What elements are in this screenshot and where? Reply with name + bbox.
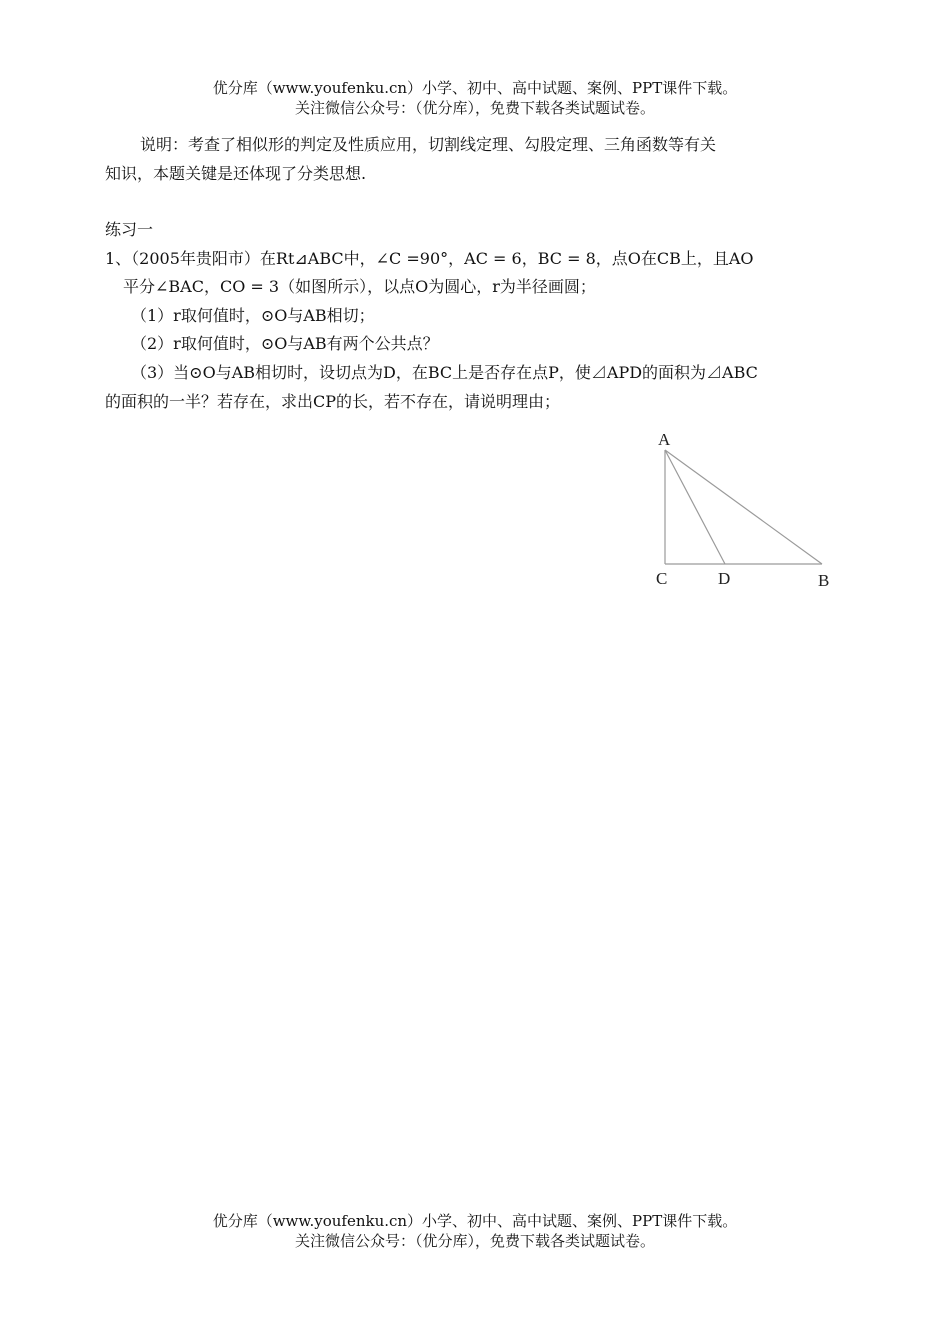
label-d: D: [718, 569, 731, 588]
segment-ab: [665, 450, 822, 564]
footer-line-1: 优分库（www.youfenku.cn）小学、初中、高中试题、案例、PPT课件下载。: [212, 1212, 738, 1230]
header-line-2: 关注微信公众号：（优分库），免费下载各类试题试卷。: [294, 99, 655, 117]
question-1-line-1: 1、（2005年贵阳市）在Rt⊿ABC中，∠C =90°，AC = 6，BC = 8，点O在CB上，且AO: [105, 249, 754, 268]
sub-question-2: （2）r取何值时，⊙O与AB有两个公共点？: [131, 334, 439, 353]
label-b: B: [818, 571, 830, 590]
segment-ad: [665, 450, 725, 564]
label-c: C: [656, 569, 668, 588]
question-1-line-2: 平分∠BAC，CO = 3（如图所示），以点O为圆心，r为半径画圆；: [123, 277, 596, 296]
header-line-1: 优分库（www.youfenku.cn）小学、初中、高中试题、案例、PPT课件下载。: [212, 79, 738, 97]
sub-question-1: （1）r取何值时，⊙O与AB相切；: [131, 306, 375, 325]
sub-question-3-line-2: 的面积的一半？若存在，求出CP的长，若不存在，请说明理由；: [105, 392, 561, 411]
sub-question-3-line-1: （3）当⊙O与AB相切时，设切点为D，在BC上是否存在点P，使⊿APD的面积为⊿ABC: [131, 363, 758, 382]
label-a: A: [658, 430, 671, 449]
footer-line-2: 关注微信公众号：（优分库），免费下载各类试题试卷。: [294, 1232, 655, 1250]
note-line-2: 知识，本题关键是还体现了分类思想.: [105, 164, 367, 183]
triangle-figure: [640, 425, 840, 595]
exercise-title: 练习一: [105, 220, 154, 239]
note-line-1: 说明：考查了相似形的判定及性质应用，切割线定理、勾股定理、三角函数等有关: [140, 135, 717, 154]
